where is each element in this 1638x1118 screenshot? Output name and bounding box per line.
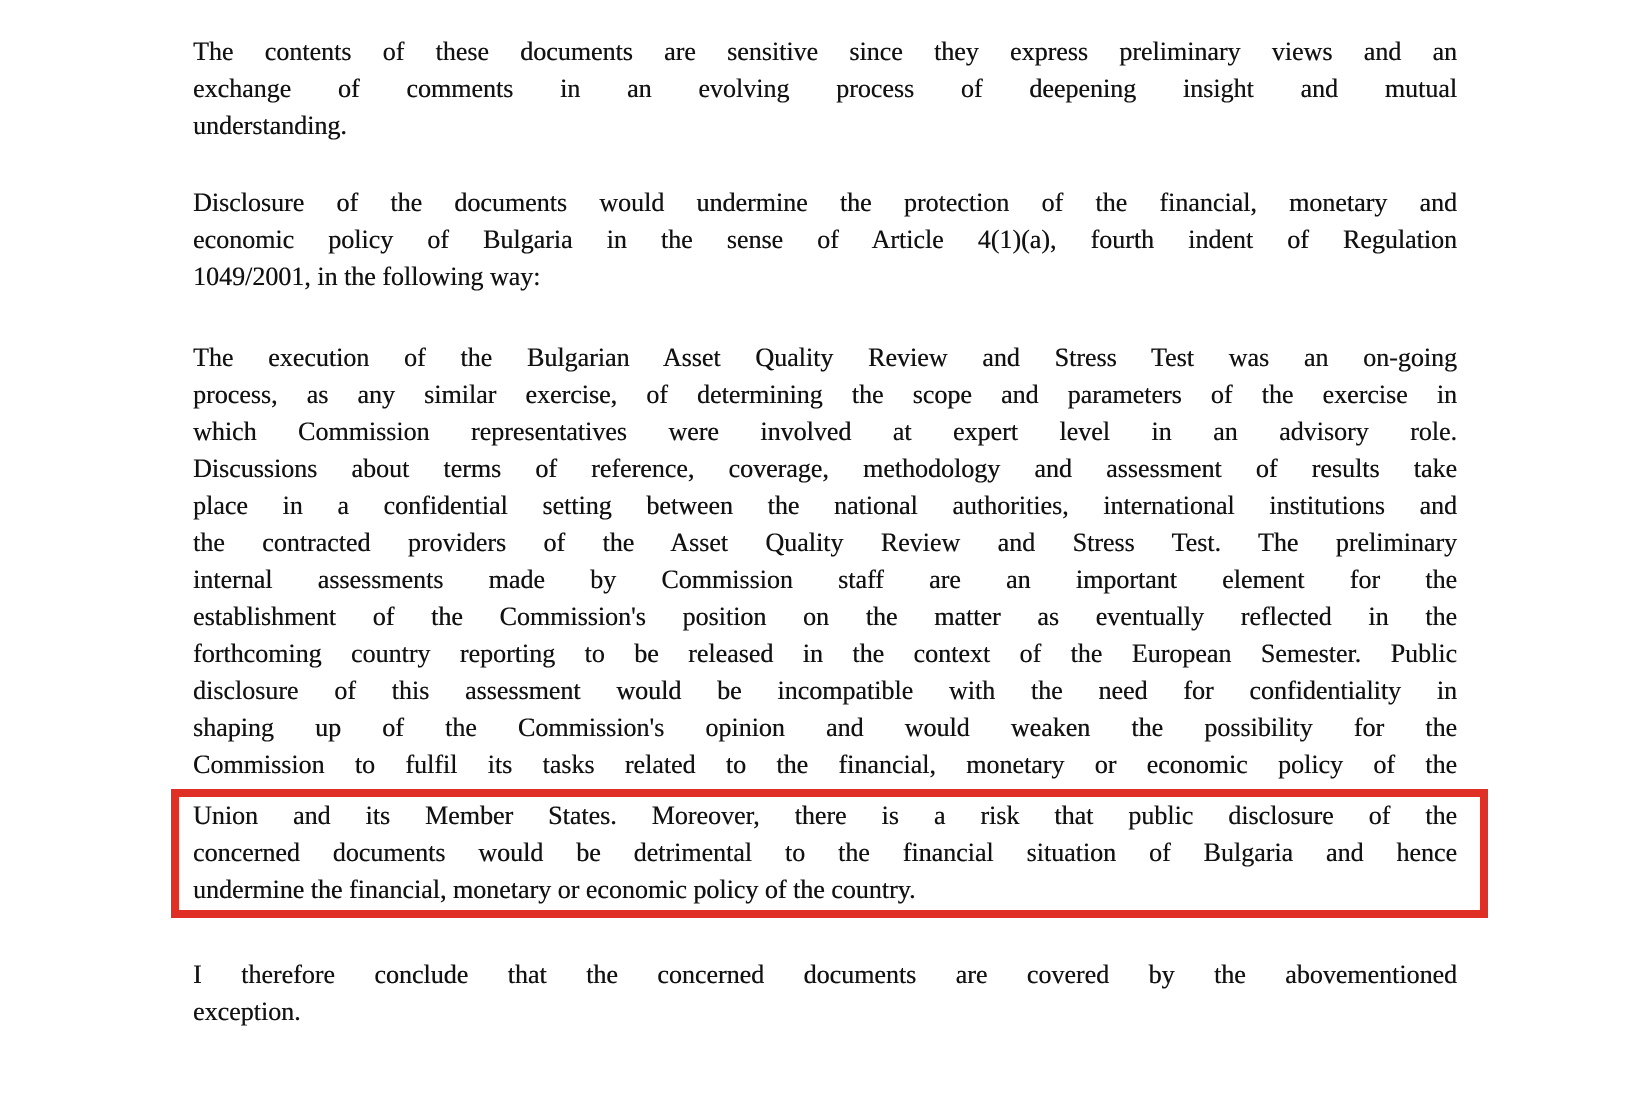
text-line: Discussions about terms of reference, coverage, methodology and assessment of results take [193, 454, 1457, 483]
highlighted-passage [193, 797, 1457, 908]
highlight-box [171, 789, 1488, 918]
text-line: the contracted providers of the Asset Quality Review and Stress Test. The preliminary [193, 528, 1457, 557]
text-line: exception. [193, 997, 301, 1026]
text-line: disclosure of this assessment would be incompatible with the need for confidentiality in [193, 676, 1457, 705]
text-line: 1049/2001, in the following way: [193, 262, 541, 291]
text-line: understanding. [193, 111, 347, 140]
text-line: The execution of the Bulgarian Asset Quality Review and Stress Test was an on-going [193, 343, 1457, 372]
text-line: forthcoming country reporting to be released in the context of the European Semester. Public [193, 639, 1457, 668]
text-line: Disclosure of the documents would undermine the protection of the financial, monetary and [193, 188, 1457, 217]
text-line: Commission to fulfil its tasks related to the financial, monetary or economic policy of the [193, 750, 1457, 779]
text-line: Union and its Member States. Moreover, there is a risk that public disclosure of the [193, 801, 1457, 830]
text-line: shaping up of the Commission's opinion and would weaken the possibility for the [193, 713, 1457, 742]
text-line: internal assessments made by Commission staff are an important element for the [193, 565, 1457, 594]
text-line: which Commission representatives were involved at expert level in an advisory role. [193, 417, 1457, 446]
text-line: economic policy of Bulgaria in the sense of Article 4(1)(a), fourth indent of Regulation [193, 225, 1457, 254]
text-line: establishment of the Commission's position on the matter as eventually reflected in the [193, 602, 1457, 631]
text-line: I therefore conclude that the concerned documents are covered by the abovementioned [193, 960, 1457, 989]
text-line: process, as any similar exercise, of determining the scope and parameters of the exercise in [193, 380, 1457, 409]
paragraph-intro [193, 33, 1457, 144]
text-line: undermine the financial, monetary or economic policy of the country. [193, 875, 916, 904]
text-line: concerned documents would be detrimental to the financial situation of Bulgaria and hence [193, 838, 1457, 867]
paragraph-aqr-explanation [193, 339, 1457, 783]
text-line: The contents of these documents are sensitive since they express preliminary views and an [193, 37, 1457, 66]
document-text-block [193, 33, 1457, 1030]
text-line: exchange of comments in an evolving process of deepening insight and mutual [193, 74, 1457, 103]
text-line: place in a confidential setting between the national authorities, international institutions and [193, 491, 1457, 520]
paragraph-disclosure-grounds [193, 184, 1457, 295]
paragraph-conclusion [193, 956, 1457, 1030]
